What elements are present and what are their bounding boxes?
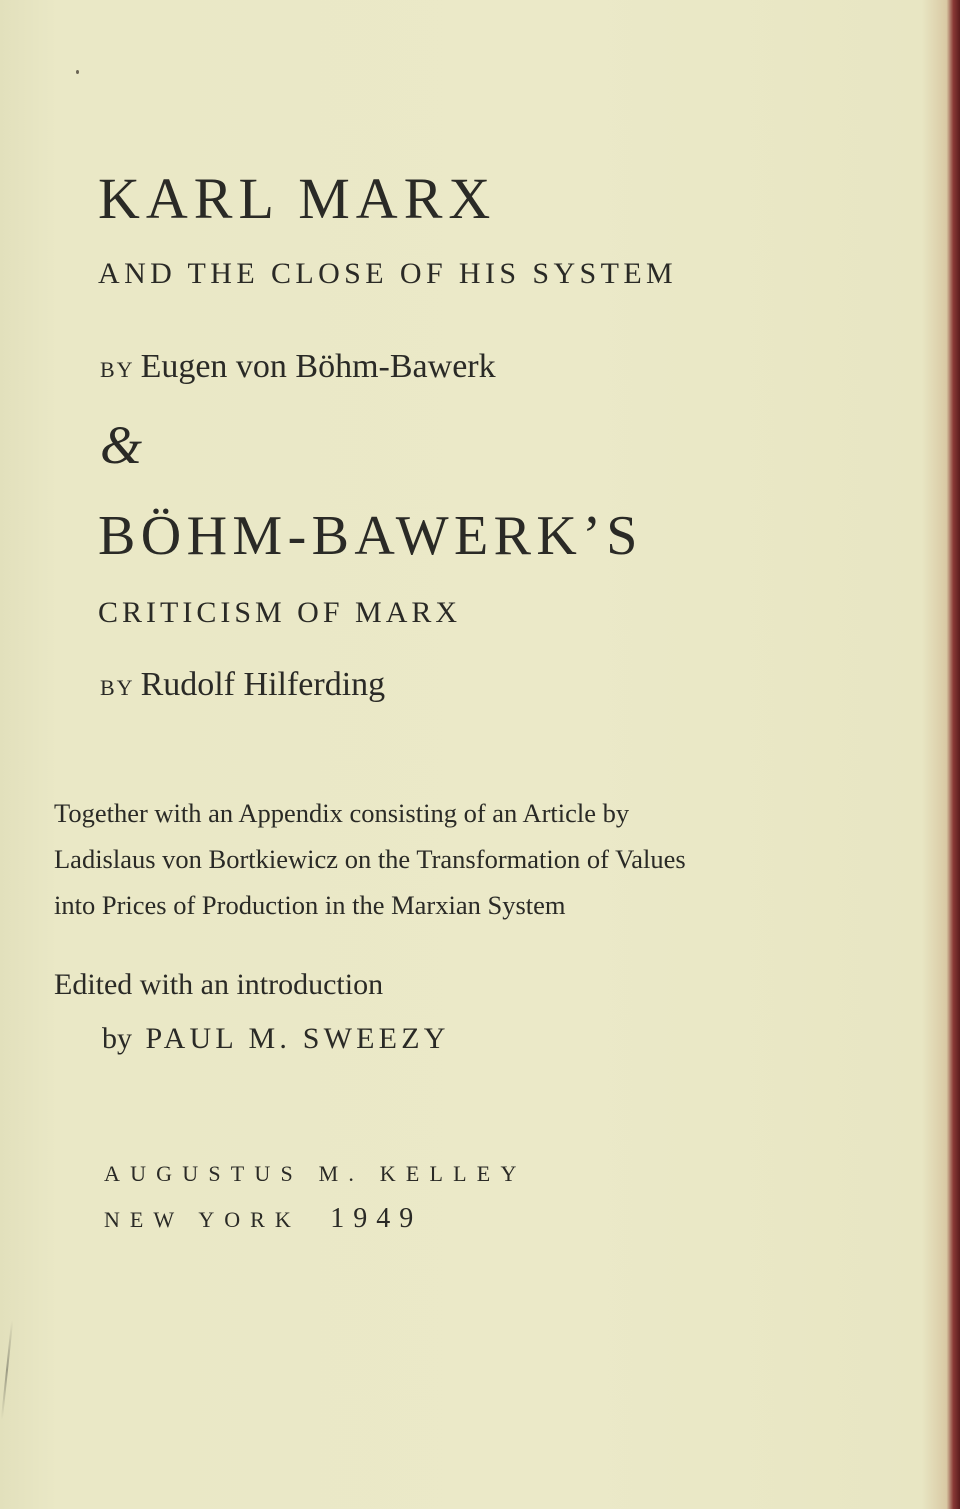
publisher-name: AUGUSTUS M. KELLEY xyxy=(104,1161,527,1186)
editor-byline xyxy=(102,1024,450,1054)
second-title: BÖHM-BAWERK’S xyxy=(98,505,643,567)
second-author-byline xyxy=(100,668,385,702)
publication-place-year xyxy=(104,1205,422,1233)
main-title: KARL MARX xyxy=(98,166,497,231)
second-byline-prefix: BY xyxy=(100,675,135,700)
appendix-note xyxy=(54,790,774,928)
ampersand: & xyxy=(100,415,143,475)
editor-name: PAUL M. SWEEZY xyxy=(145,1022,450,1055)
main-subtitle: AND THE CLOSE OF HIS SYSTEM xyxy=(98,257,678,290)
byline-prefix: BY xyxy=(100,357,135,382)
editor-prefix: by xyxy=(102,1022,132,1055)
publication-place: NEW YORK xyxy=(104,1207,301,1232)
publication-year: 1949 xyxy=(330,1203,423,1234)
appendix-line: into Prices of Production in the Marxian System xyxy=(54,890,566,920)
author-name: Eugen von Böhm-Bawerk xyxy=(140,348,496,385)
page-edge-mark xyxy=(1,1320,13,1420)
edited-note: Edited with an introduction xyxy=(54,968,384,1001)
appendix-line: Ladislaus von Bortkiewicz on the Transformation of Values xyxy=(54,844,686,874)
second-author-name: Rudolf Hilferding xyxy=(140,666,386,703)
second-subtitle: CRITICISM OF MARX xyxy=(98,596,462,629)
appendix-line: Together with an Appendix consisting of an Article by xyxy=(54,798,630,828)
author-byline xyxy=(100,350,496,384)
paper-speck xyxy=(76,70,79,74)
